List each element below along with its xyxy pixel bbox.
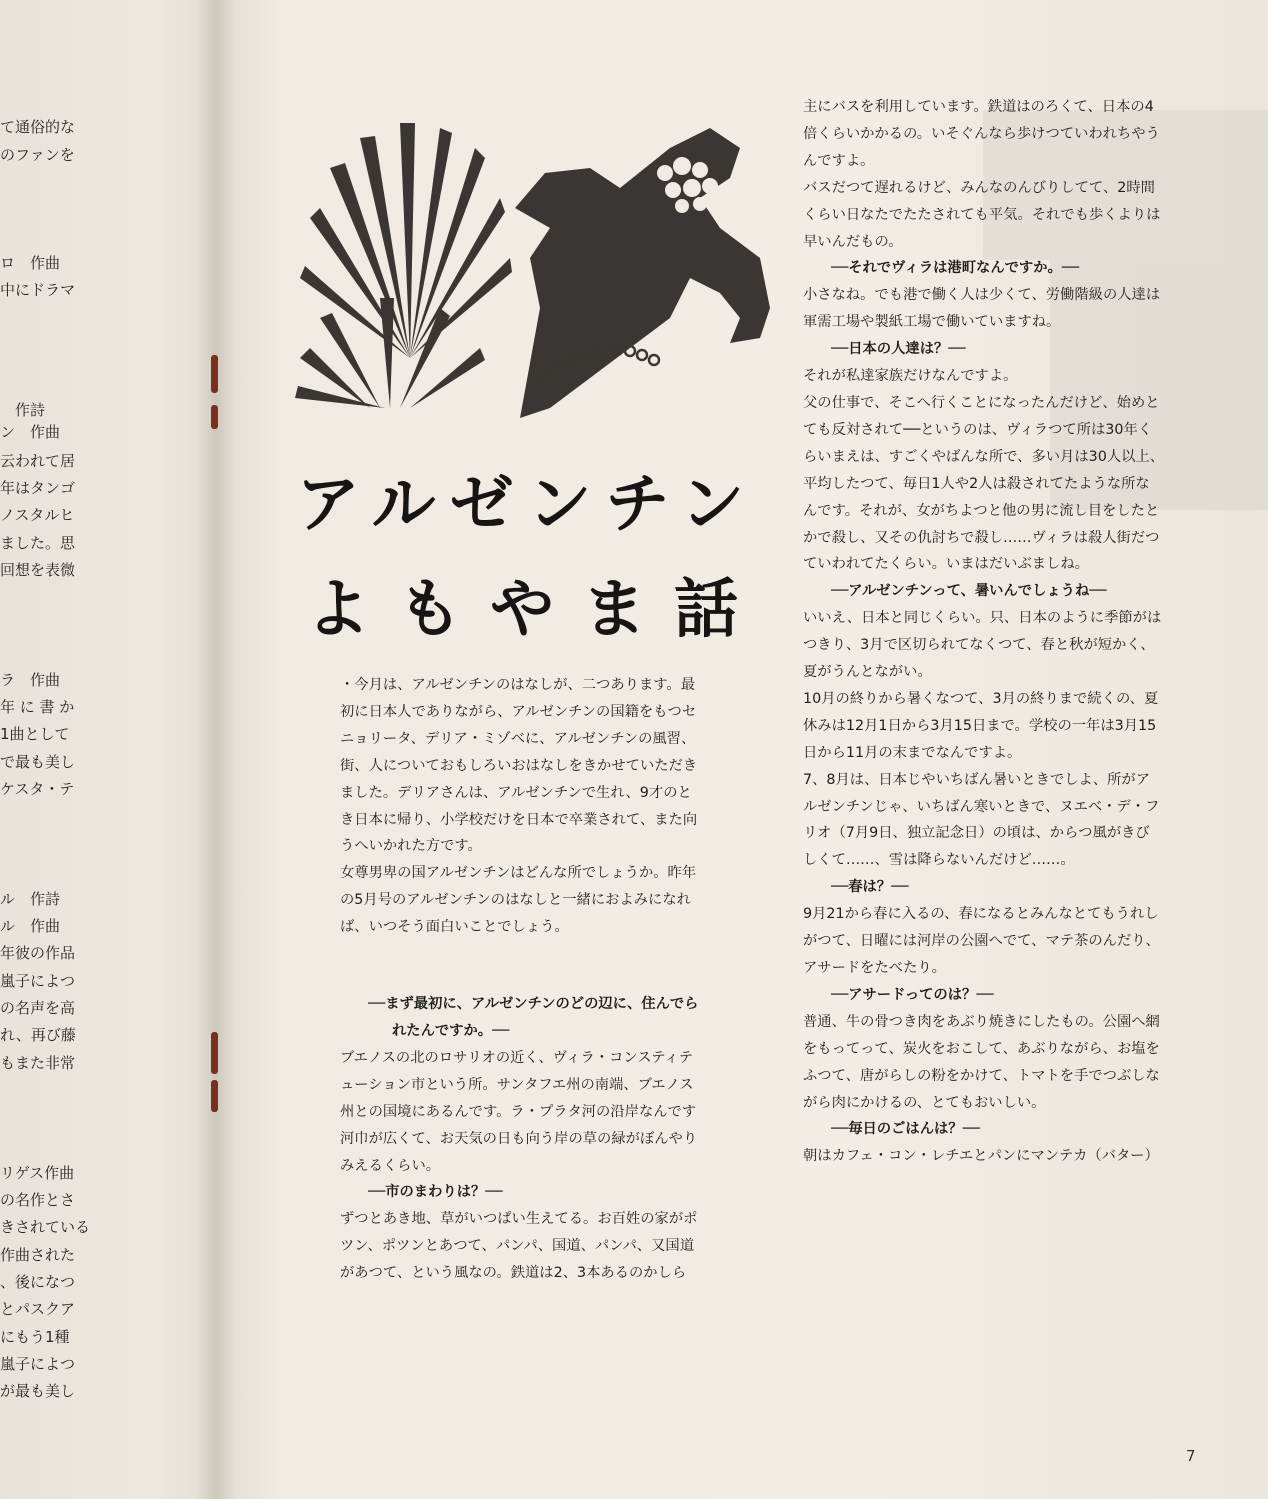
- text-line: 朝はカフェ・コン・レチエとパンにマンテカ（バター）: [803, 1148, 1159, 1165]
- interview-question: ──毎日のごはんは？──: [831, 1121, 980, 1138]
- text-line: 9月21から春に入るの、春になるとみんなとてもうれし: [803, 906, 1159, 923]
- text-line: 夏がうんとながい。: [803, 664, 932, 681]
- staple-top-1: [211, 355, 218, 393]
- text-line: の5月号のアルゼンチンのはなしと一緒におよみになれ: [340, 892, 691, 909]
- text-line: 父の仕事で、そこへ行くことになったんだけど、始めと: [803, 394, 1160, 411]
- text-line: がつて、日曜には河岸の公園へでて、マテ茶のんだり、: [803, 933, 1160, 950]
- text-line: んですよ。: [803, 152, 875, 169]
- interview-question: ──春は？──: [831, 879, 909, 896]
- left-page-text: [0, 0, 200, 1499]
- left-page-text-fragment: 嵐子によつ: [0, 1355, 76, 1373]
- text-line: それが私達家族だけなんですよ。: [803, 368, 1018, 385]
- left-page-text-fragment: で最も美し: [0, 753, 76, 771]
- interview-answer: [340, 1206, 760, 1287]
- text-line: んです。それが、女がちよつと他の男に流し目をしたと: [803, 502, 1160, 519]
- illustration-woman-palm: [290, 108, 770, 428]
- left-page-text-fragment: ました。思: [0, 534, 76, 552]
- text-line: ていわれてたくらい。いまはだいぶましね。: [803, 556, 1089, 573]
- article-column-2: [803, 94, 1223, 1170]
- staple-top-2: [211, 405, 218, 429]
- left-page-text-fragment: 年はタンゴ: [0, 479, 76, 497]
- left-page-text-fragment: にもう1種: [0, 1328, 70, 1346]
- left-page-text-fragment: 、後になつ: [0, 1273, 76, 1291]
- interview-answer: [803, 363, 1223, 578]
- text-line: 主にバスを利用しています。鉄道はのろくて、日本の4: [803, 99, 1154, 115]
- text-line: リオ（7月9日、独立記念日）の頃は、からつ風がきび: [803, 825, 1150, 842]
- left-page-text-fragment: 嵐子によつ: [0, 972, 76, 990]
- text-line: ・今月は、アルゼンチンのはなしが、二つあります。最: [340, 677, 695, 693]
- page-number: 7: [1186, 1447, 1196, 1465]
- text-line: がら肉にかけるの、とてもおいしい。: [803, 1094, 1046, 1111]
- left-page-text-fragment: とパスクア: [0, 1300, 76, 1318]
- left-page-text-fragment: ン 作曲: [0, 423, 61, 441]
- left-page-text-fragment: 回想を表微: [0, 561, 76, 579]
- text-line: 軍需工場や製紙工場で働いていますね。: [803, 314, 1061, 331]
- text-line: 10月の終りから暑くなつて、3月の終りまで続くの、夏: [803, 690, 1159, 707]
- text-line: うへいかれた方です。: [340, 838, 482, 855]
- text-line: しくて……、雪は降らないんだけど……。: [803, 852, 1075, 869]
- interview-question: ──市のまわりは？──: [368, 1184, 503, 1201]
- left-page-text-fragment: の名作とさ: [0, 1191, 76, 1209]
- question-line: れたんですか。──: [392, 1022, 510, 1039]
- question-line: ──まず最初に、アルゼンチンのどの辺に、住んでら: [368, 996, 699, 1013]
- article-title: アルゼンチン: [296, 468, 759, 542]
- staple-bottom-2: [211, 1080, 218, 1112]
- text-line: ふつて、唐がらしの粉をかけて、トマトを手でつぶしな: [803, 1067, 1160, 1084]
- text-line: 州との国境にあるんです。ラ・プラタ河の沿岸なんです: [340, 1103, 697, 1120]
- interview-answer: [803, 94, 1223, 255]
- text-line: いいえ、日本と同じくらい。只、日本のように季節がは: [803, 610, 1162, 627]
- interview-answer: [803, 1009, 1223, 1117]
- interview-question: ──日本の人達は？──: [831, 341, 966, 358]
- text-line: 女尊男卑の国アルゼンチンはどんな所でしょうか。昨年: [340, 865, 697, 882]
- text-line: 河巾が広くて、お天気の日も向う岸の草の緑がぼんやり: [340, 1130, 698, 1147]
- text-line: ルゼンチンじゃ、いちばん寒いときで、ヌエベ・デ・フ: [803, 798, 1160, 815]
- left-page-text-fragment: 作詩: [0, 401, 46, 419]
- text-line: つきり、3月で区切られてなくつて、春と秋が短かく、: [803, 637, 1155, 654]
- interview-answer: [340, 1045, 760, 1180]
- gutter-shadow: [196, 0, 236, 1499]
- left-page-text-fragment: れ、再び藤: [0, 1026, 76, 1044]
- left-page-text-fragment: ロ 作曲: [0, 254, 61, 272]
- left-page-text-fragment: ラ 作曲: [0, 671, 61, 689]
- spacer: [340, 941, 760, 991]
- text-line: 小さなね。でも港で働く人は少くて、労働階級の人達は: [803, 287, 1161, 304]
- left-page-text-fragment: ノスタルヒ: [0, 506, 75, 524]
- text-line: ば、いつそう面白いことでしょう。: [340, 919, 569, 936]
- text-line: 街、人についておもしろいおはなしをきかせていただき: [340, 757, 698, 774]
- interview-answer: [803, 1143, 1223, 1170]
- interview-question: [340, 991, 760, 1045]
- left-page-text-fragment: 1曲として: [0, 725, 70, 743]
- text-line: 普通、牛の骨つき肉をあぶり焼きにしたもの。公園へ網: [803, 1013, 1160, 1030]
- text-line: アサードをたべたり。: [803, 960, 946, 976]
- left-page-text-fragment: 作曲された: [0, 1246, 76, 1264]
- text-line: をもってって、炭火をおこして、あぶりながら、お塩を: [803, 1040, 1160, 1057]
- text-line: 休みは12月1日から3月15日まで。学校の一年は3月15: [803, 717, 1157, 734]
- text-line: 平均したつて、毎日1人や2人は殺されてたような所な: [803, 475, 1150, 492]
- article-subtitle: よもやま話: [306, 573, 766, 647]
- left-page-text-fragment: ル 作詩: [0, 890, 61, 908]
- left-page-text-fragment: きされている: [0, 1218, 91, 1236]
- text-line: バスだつて遅れるけど、みんなのんびりしてて、2時間: [803, 179, 1155, 196]
- text-line: くらい日なたでたたされても平気。それでも歩くよりは: [803, 206, 1161, 223]
- left-page-text-fragment: もまた非常: [0, 1054, 76, 1072]
- text-line: らいまえは、すごくやばんな所で、多い月は30人以上、: [803, 448, 1165, 465]
- interview-question: ──アルゼンチンって、暑いんでしょうね──: [831, 583, 1107, 600]
- left-page-text-fragment: 年彼の作品: [0, 944, 76, 962]
- left-page-text-fragment: ル 作曲: [0, 917, 61, 935]
- left-page-text-fragment: 中にドラマ: [0, 281, 76, 299]
- text-line: ブエノスの北のロサリオの近く、ヴィラ・コンスティテ: [340, 1049, 693, 1066]
- intro-paragraph: [340, 672, 760, 941]
- interview-answer: [803, 282, 1223, 336]
- left-page-text-fragment: のファンを: [0, 146, 75, 164]
- text-line: かで殺し、又その仇討ちで殺し……ヴィラは殺人街だつ: [803, 529, 1160, 546]
- left-page-text-fragment: て通俗的な: [0, 118, 76, 136]
- text-line: 早いんだもの。: [803, 233, 903, 250]
- text-line: ました。デリアさんは、アルゼンチンで生れ、9才のと: [340, 784, 692, 801]
- left-page-text-fragment: リゲス作曲: [0, 1164, 75, 1182]
- left-page-text-fragment: の名声を高: [0, 999, 76, 1017]
- text-line: ツン、ポツンとあつて、パンパ、国道、パンパ、又国道: [340, 1238, 694, 1255]
- left-page-text-fragment: が最も美し: [0, 1382, 76, 1400]
- left-page-text-fragment: ケスタ・テ: [0, 780, 75, 798]
- interview-question: ──アサードってのは？──: [831, 986, 994, 1003]
- left-page-text-fragment: 云われて居: [0, 452, 76, 470]
- text-line: 倍くらいかかるの。いそぐんなら歩けつていわれちやう: [803, 125, 1160, 142]
- interview-answer: [803, 605, 1223, 874]
- interview-question: ──それでヴィラは港町なんですか。──: [831, 260, 1080, 277]
- text-line: き日本に帰り、小学校だけを日本で卒業されて、また向: [340, 811, 698, 828]
- left-page-text-fragment: 年 に 書 か: [0, 698, 75, 716]
- text-line: ニョリータ、デリア・ミゾベに、アルゼンチンの風習、: [340, 730, 696, 747]
- staple-bottom-1: [211, 1032, 218, 1074]
- text-line: があつて、という風なの。鉄道は2、3本あるのかしら: [340, 1265, 687, 1282]
- text-line: みえるくらい。: [340, 1157, 441, 1174]
- article-column-1: [340, 672, 760, 1287]
- text-line: 初に日本人でありながら、アルゼンチンの国籍をもつセ: [340, 703, 697, 720]
- text-line: 日から11月の末までなんですよ。: [803, 744, 1022, 761]
- interview-answer: [803, 901, 1223, 982]
- text-line: 7、8月は、日本じやいちばん暑いときでしよ、所がア: [803, 771, 1151, 788]
- text-line: ても反対されて──というのは、ヴィラつて所は30年く: [803, 421, 1153, 438]
- text-line: ずつとあき地、草がいつぱい生えてる。お百姓の家がポ: [340, 1211, 698, 1228]
- text-line: ューション市という所。サンタフエ州の南端、ブエノス: [340, 1076, 694, 1093]
